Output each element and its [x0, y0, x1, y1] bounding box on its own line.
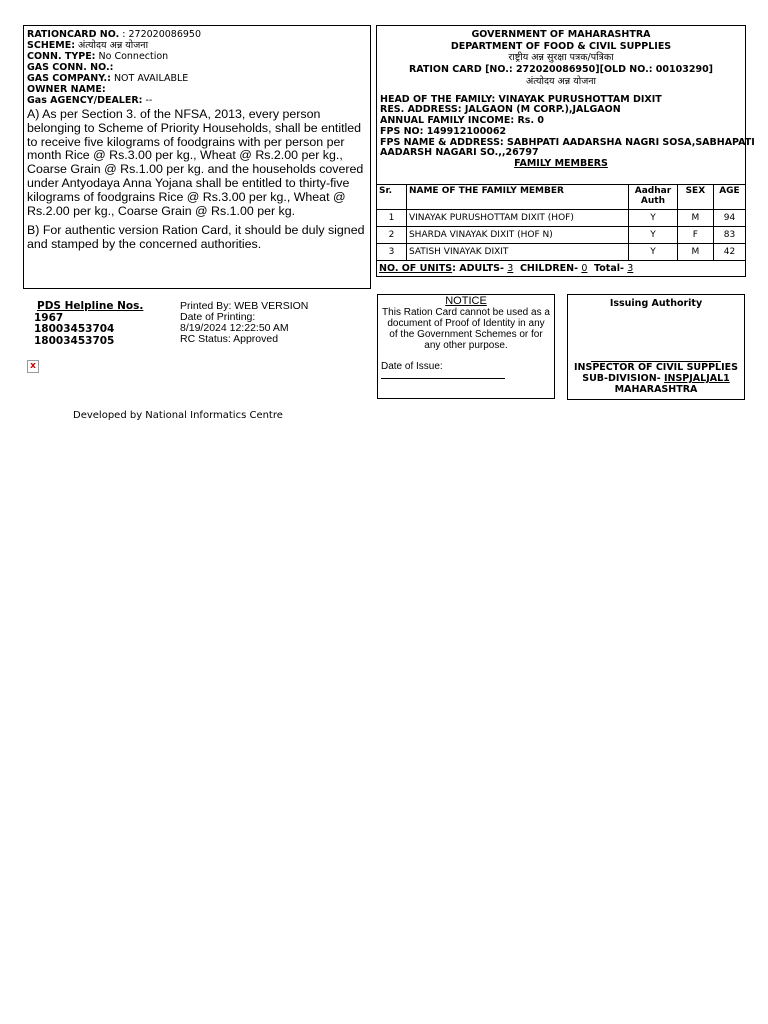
header-name: NAME OF THE FAMILY MEMBER: [406, 185, 628, 210]
agency-label: Gas AGENCY/DEALER:: [27, 95, 143, 106]
table-row: [377, 210, 746, 227]
rationcard-value: : 272020086950: [122, 29, 202, 40]
member-sex: M: [677, 210, 713, 227]
issuing-authority-title: Issuing Authority: [609, 298, 703, 309]
department-title: DEPARTMENT OF FOOD & CIVIL SUPPLIES: [450, 40, 672, 52]
units-summary: [379, 263, 633, 274]
fps-name-address-cont: AADARSH NAGARI SO.,,26797: [380, 147, 539, 159]
family-members-title: FAMILY MEMBERS: [514, 158, 608, 170]
owner-row: [27, 84, 370, 95]
rationcard-label: RATIONCARD NO.: [27, 29, 120, 40]
conn-type-label: CONN. TYPE:: [27, 51, 96, 62]
authentic-version-paragraph: B) For authentic version Ration Card, it should be duly signed and stamped by the concerned authorities.: [27, 223, 365, 252]
rationcard-row: [27, 29, 370, 40]
family-members-table: [376, 184, 746, 261]
gas-conn-label: GAS CONN. NO.:: [27, 62, 114, 73]
gas-company-label: GAS COMPANY.:: [27, 73, 111, 84]
rc-status: RC Status: Approved: [180, 333, 279, 345]
member-auth: Y: [629, 244, 678, 261]
helpline-number: 18003453705: [34, 335, 115, 347]
member-sr: 3: [377, 244, 407, 261]
gas-conn-row: [27, 62, 370, 73]
adults-label: : ADULTS-: [452, 263, 504, 274]
head-of-family: HEAD OF THE FAMILY: VINAYAK PURUSHOTTAM DIXIT: [380, 93, 662, 105]
table-row: [377, 227, 746, 244]
notice-title: NOTICE: [445, 295, 487, 307]
issuing-authority-box: [567, 294, 745, 400]
fps-number: FPS NO: 149912100062: [380, 125, 507, 137]
adults-count: 3: [507, 263, 514, 274]
scheme-label: SCHEME:: [27, 40, 75, 51]
broken-image-icon: x: [27, 360, 39, 373]
owner-label: OWNER NAME:: [27, 84, 106, 95]
scheme-row: [27, 40, 370, 51]
member-sex: M: [677, 244, 713, 261]
ration-info-box: [23, 25, 371, 289]
helpline-number: 18003453704: [34, 323, 115, 335]
table-header-row: [377, 185, 746, 210]
member-name: SATISH VINAYAK DIXIT: [406, 244, 628, 261]
ration-card-box: [376, 25, 755, 277]
scheme-value: अंत्योदय अन्न योजना: [78, 40, 149, 51]
units-label: NO. OF UNITS: [379, 263, 453, 274]
date-of-issue-label: Date of Issue:: [381, 361, 443, 372]
gas-company-value: NOT AVAILABLE: [113, 73, 189, 84]
table-row: [377, 244, 746, 261]
member-auth: Y: [629, 227, 678, 244]
helpline-title: PDS Helpline Nos.: [37, 300, 144, 312]
helpline-number: 1967: [34, 312, 64, 324]
notice-box: [377, 294, 555, 399]
conn-type-value: No Connection: [98, 51, 169, 62]
children-label: CHILDREN-: [519, 263, 579, 274]
header-sr: Sr.: [377, 185, 407, 210]
printed-by: Printed By: WEB VERSION: [180, 300, 309, 312]
member-name: VINAYAK PURUSHOTTAM DIXIT (HOF): [406, 210, 628, 227]
header-age: AGE: [713, 185, 745, 210]
scheme-hindi: अंत्योदय अन्न योजना: [525, 75, 596, 87]
agency-value: --: [145, 95, 153, 106]
printing-date-value: 8/19/2024 12:22:50 AM: [180, 322, 289, 334]
date-of-issue-line: [381, 378, 505, 379]
government-title: GOVERNMENT OF MAHARASHTRA: [471, 29, 651, 40]
footer-developed-by: Developed by National Informatics Centre: [73, 410, 283, 421]
state-name: MAHARASHTRA: [614, 384, 698, 395]
conn-type-row: [27, 51, 370, 62]
notice-text: This Ration Card cannot be used as a document of Proof of Identity in any of the Government Schemes or for any other purpose.: [382, 307, 550, 351]
member-age: 42: [713, 244, 745, 261]
agency-row: [27, 95, 370, 106]
header-aadhar-auth: Aadhar Auth: [629, 185, 678, 210]
member-age: 83: [713, 227, 745, 244]
gas-company-row: [27, 73, 370, 84]
residential-address: RES. ADDRESS: JALGAON (M CORP.),JALGAON: [380, 104, 621, 116]
member-age: 94: [713, 210, 745, 227]
nfsa-entitlement-paragraph: A) As per Section 3. of the NFSA, 2013, every person belonging to Scheme of Priority Households, shall be entitled to receive five kilograms of foodgrains with per person per month Rice @ Rs.3.00 per kg., Wheat @ Rs.2.00 per kg., Coarse Grain @ Rs.1.00 per kg. and the households covered under Antyodaya Anna Yojana shall be entitled to thirty-five kilograms of foodgrains Rice @ Rs.3.00 per kg., Wheat @ Rs.2.00 per kg., Coarse Grain @ Rs.1.00 per kg.: [27, 107, 364, 218]
total-label: Total-: [594, 263, 624, 274]
card-number-line: RATION CARD [NO.: 272020086950][OLD NO.: 00103290]: [408, 64, 714, 75]
member-auth: Y: [629, 210, 678, 227]
total-count: 3: [627, 263, 634, 274]
children-count: 0: [581, 263, 588, 274]
header-sex: SEX: [677, 185, 713, 210]
annual-income: ANNUAL FAMILY INCOME: Rs. 0: [380, 115, 544, 127]
sub-division-label: SUB-DIVISION-: [582, 373, 661, 384]
sub-division-value: INSPJALJAL1: [663, 373, 730, 384]
printing-date-label: Date of Printing:: [180, 311, 256, 323]
sub-division-row: [568, 373, 744, 384]
member-sr: 1: [377, 210, 407, 227]
inspector-title: INSPECTOR OF CIVIL SUPPLIES: [574, 362, 738, 373]
fps-name-address: FPS NAME & ADDRESS: SABHPATI AADARSHA NAGRI SOSA,SABHAPATI: [380, 136, 755, 148]
member-sex: F: [677, 227, 713, 244]
member-name: SHARDA VINAYAK DIXIT (HOF N): [406, 227, 628, 244]
hindi-card-title: राष्ट्रीय अन्न सुरक्षा पत्रक/पत्रिका: [508, 52, 614, 63]
member-sr: 2: [377, 227, 407, 244]
